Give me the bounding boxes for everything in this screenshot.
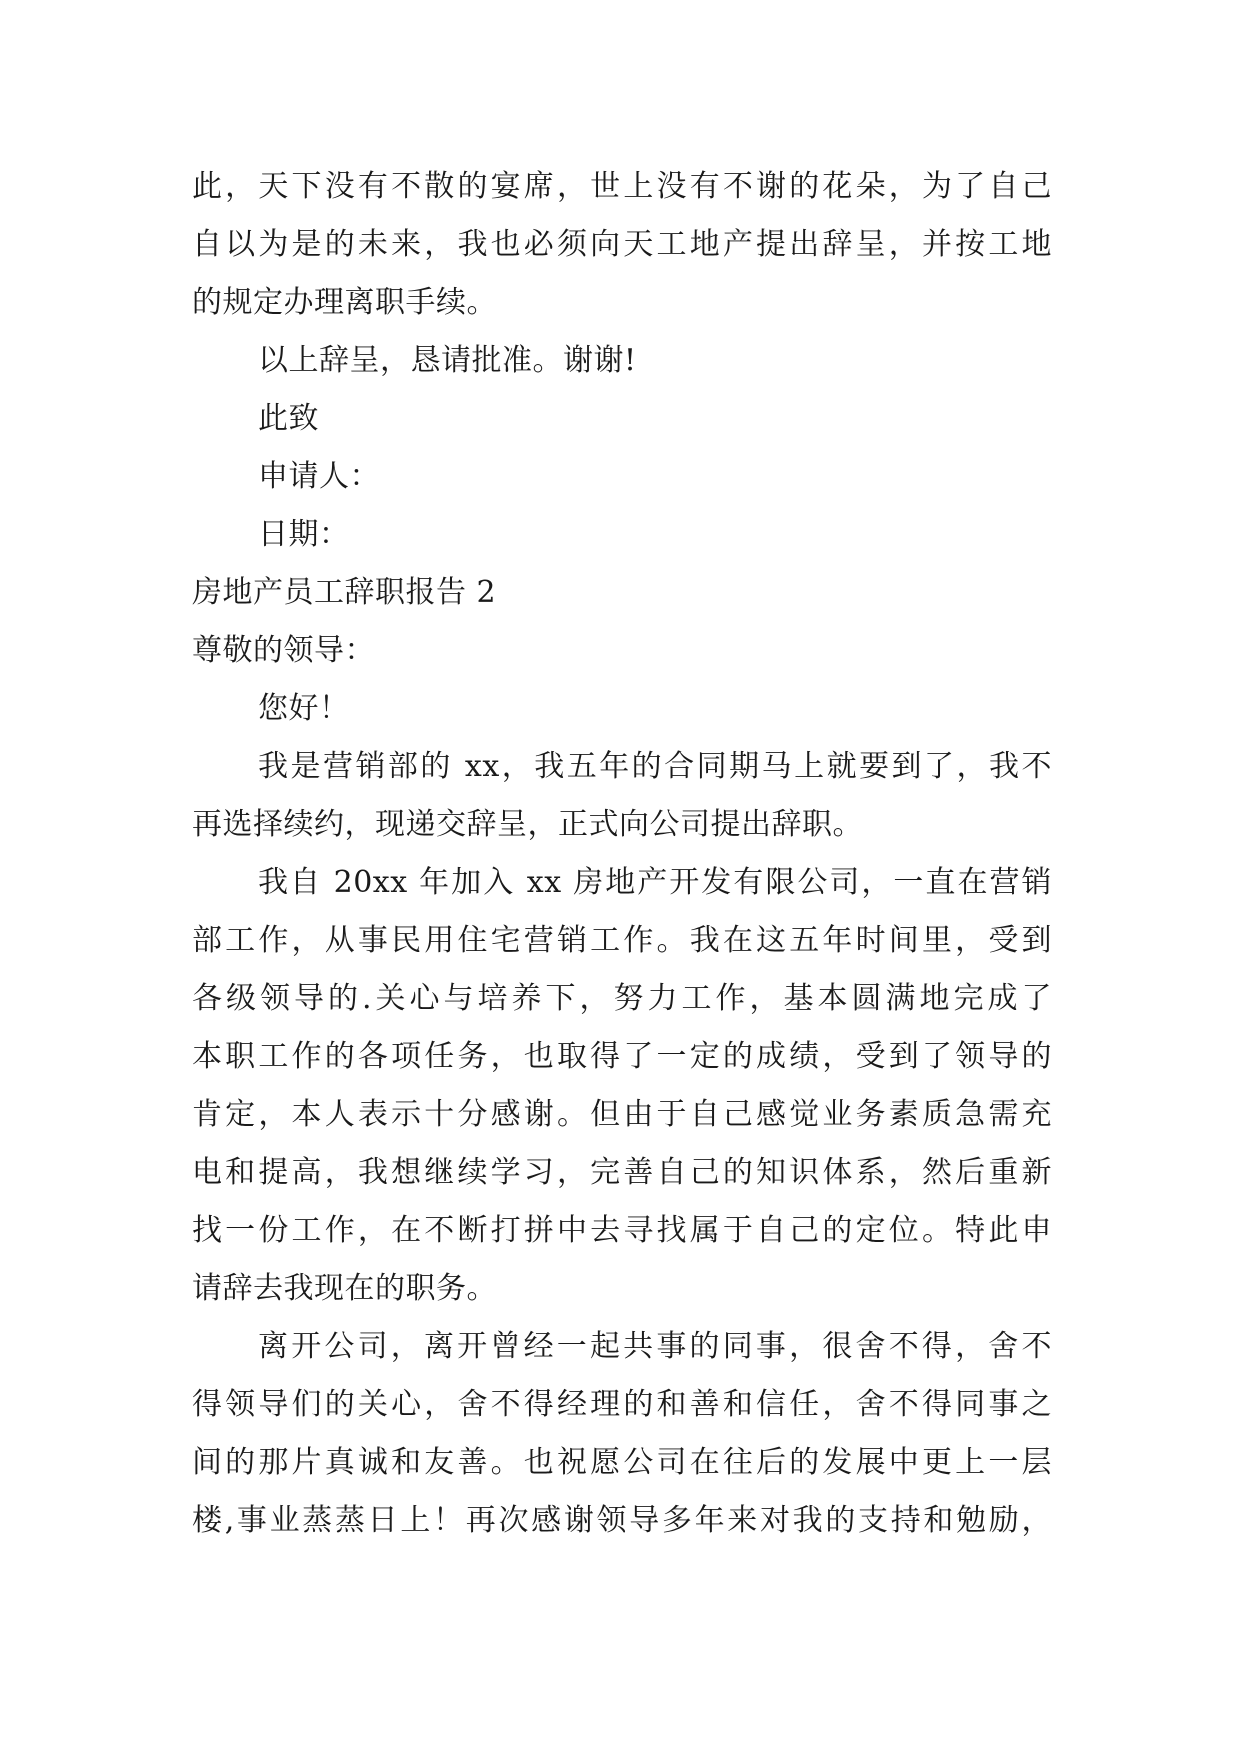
paragraph-line: 此，天下没有不散的宴席，世上没有不谢的花朵，为了自己 <box>192 169 1052 204</box>
paragraph-line: 找一份工作，在不断打拼中去寻找属于自己的定位。特此申 <box>192 1213 1052 1248</box>
paragraph-line: 再选择续约，现递交辞呈，正式向公司提出辞职。 <box>192 807 863 842</box>
paragraph-line: 各级领导的.关心与培养下，努力工作，基本圆满地完成了 <box>192 981 1052 1016</box>
section-title: 房地产员工辞职报告 2 <box>192 575 497 610</box>
paragraph-line: 我自 20xx 年加入 xx 房地产开发有限公司，一直在营销 <box>258 865 1052 900</box>
greeting-addressee: 尊敬的领导： <box>192 633 375 668</box>
paragraph-line: 请辞去我现在的职务。 <box>192 1271 497 1306</box>
paragraph-line: 离开公司，离开曾经一起共事的同事，很舍不得，舍不 <box>258 1329 1052 1364</box>
paragraph-line: 自以为是的未来，我也必须向天工地产提出辞呈，并按工地 <box>192 227 1052 262</box>
applicant-label: 申请人： <box>258 459 380 494</box>
paragraph-line: 肯定，本人表示十分感谢。但由于自己感觉业务素质急需充 <box>192 1097 1052 1132</box>
salutation-closing: 此致 <box>258 401 319 436</box>
paragraph-line: 间的那片真诚和友善。也祝愿公司在往后的发展中更上一层 <box>192 1445 1052 1480</box>
paragraph-line: 我是营销部的 xx，我五年的合同期马上就要到了，我不 <box>258 749 1052 784</box>
closing-request: 以上辞呈，恳请批准。谢谢! <box>258 343 637 378</box>
paragraph-line: 电和提高，我想继续学习，完善自己的知识体系，然后重新 <box>192 1155 1052 1190</box>
date-label: 日期： <box>258 517 350 552</box>
paragraph-line: 的规定办理离职手续。 <box>192 285 497 320</box>
paragraph-line: 楼,事业蒸蒸日上！再次感谢领导多年来对我的支持和勉励， <box>192 1503 1052 1538</box>
paragraph-line: 本职工作的各项任务，也取得了一定的成绩，受到了领导的 <box>192 1039 1052 1074</box>
paragraph-line: 得领导们的关心，舍不得经理的和善和信任，舍不得同事之 <box>192 1387 1052 1422</box>
paragraph-line: 部工作，从事民用住宅营销工作。我在这五年时间里，受到 <box>192 923 1052 958</box>
greeting: 您好！ <box>258 691 350 726</box>
